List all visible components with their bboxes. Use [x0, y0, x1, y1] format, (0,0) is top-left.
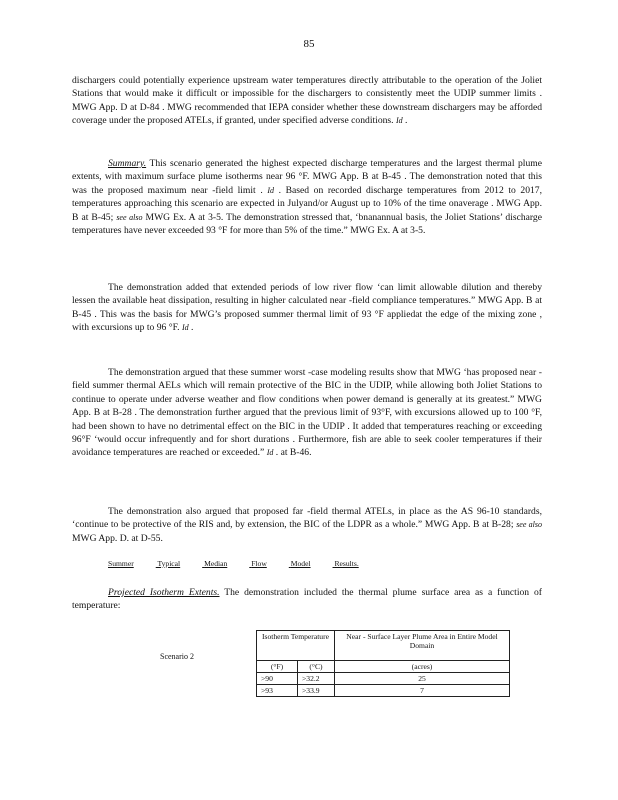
unit-acres: (acres) [335, 661, 510, 673]
cell-acres: 25 [335, 673, 510, 685]
heading-word: Typical [157, 559, 181, 568]
paragraph-isotherm [72, 586, 542, 613]
scenario-label: Scenario 2 [160, 652, 194, 661]
citation-id: Id [395, 116, 403, 126]
unit-fahrenheit: (°F) [257, 661, 298, 673]
see-also-signal: see also [516, 520, 542, 530]
heading-word: Model [290, 559, 311, 568]
citation-id: Id [267, 185, 274, 195]
cell-acres: 7 [335, 685, 510, 697]
paragraph-5 [72, 505, 542, 545]
heading-word: Summer [108, 559, 134, 568]
table-row [257, 685, 510, 697]
heading-word: Flow [251, 559, 267, 568]
summary-text-a: This scenario generated the highest expected discharge temperatures and the largest thermal plume extents, with maximum surface plume isotherms near 96 °F. MWG App. B at B-45 . The demonstration noted that this was the proposed maximum near -field limit . [72, 158, 542, 196]
isotherm-table [256, 630, 510, 697]
summary-text-c: MWG Ex. A at 3-5. The demonstration stressed that, ‘bnanannual basis, the Joliet Stations’ discharge temperatures have never exceeded 93 °F for more than 5% of the time.” MWG Ex. A at 3-5. [72, 211, 542, 237]
unit-celsius: (°C) [298, 661, 335, 673]
paragraph-1: dischargers could potentially experience upstream water temperatures directly attributable to the operation of the Joliet Stations that would make it difficult or impossible for the dischargers to consistently meet the UDIP summer limits . MWG App. D at D-84 . MWG recommended that IEPA consider whether these downstream dischargers may be afforded coverage under the proposed ATELs, if granted, under specified adverse conditions. Id . [72, 75, 542, 127]
page-number: 85 [303, 38, 315, 50]
citation-id: Id [266, 448, 274, 458]
paragraph-1-text: dischargers could potentially experience upstream water temperatures directly attributable to the operation of the Joliet Stations that would make it difficult or impossible for the dischargers to consistently meet the UDIP summer limits . MWG App. D at D-84 . MWG recommended that IEPA consider whether these downstream dischargers may be afforded coverage under the proposed ATELs, if granted, under specified adverse conditions. [72, 75, 542, 127]
paragraph-3: The demonstration added that extended periods of low river flow ‘can limit allowable dilution and thereby lessen the available heat dissipation, resulting in higher calculated near -field compliance temperatures.” MWG App. B at B-45 . This was the basis for MWG’s proposed summer thermal limit of 93 °F appliedat the edge of the mixing zone , with excursions up to 96 °F. Id . [72, 282, 542, 334]
citation-id: Id [181, 323, 189, 333]
paragraph-4-text-b: . at B-46. [273, 447, 312, 459]
header-plume-area: Near - Surface Layer Plume Area in Entire Model Domain [335, 631, 510, 661]
paragraph-3-text: The demonstration added that extended periods of low river flow ‘can limit allowable dilution and thereby lessen the available heat dissipation, resulting in higher calculated near -field compliance temperatures.” MWG App. B at B-45 . This was the basis for MWG’s proposed summer thermal limit of 93 °F appliedat the edge of the mixing zone , with excursions up to 96 °F. [72, 282, 542, 334]
paragraph-summary [72, 157, 542, 237]
cell-celsius: >32.2 [298, 673, 335, 685]
summary-text-b: . Based on recorded discharge temperatures from 2012 to 2017, temperatures approaching this scenario are expected in Julyand/or August up to 10% of the time onaverage . MWG App. B at B-45; [72, 184, 542, 223]
section-heading [108, 559, 381, 568]
paragraph-4 [72, 366, 542, 460]
cell-celsius: >33.9 [298, 685, 335, 697]
summary-heading: Summary. [108, 158, 147, 169]
see-also-signal: see also [116, 212, 143, 222]
isotherm-heading: Projected Isotherm Extents. [108, 587, 220, 598]
table-row [257, 673, 510, 685]
table-header-row [257, 631, 510, 661]
isotherm-text: The demonstration included the thermal plume surface area as a function of temperature: [72, 587, 542, 612]
paragraph-4-text-a: The demonstration argued that these summer worst -case modeling results show that MWG ‘has proposed near -field summer thermal AELs which will remain protective of the BIC in the UDIP, while allowing both Joliet Stations to continue to operate under adverse weather and flow conditions when power demand is generally at its greatest.” MWG App. B at B-28 . The demonstration further argued that the previous limit of 93°F, with excursions allowed up to 100 °F, had been shown to have no detrimental effect on the BIC in the UDIP . It added that temperatures reaching or exceeding 96°F ‘would occur infrequently and for short durations . Furthermore, fish are able to seek cooler temperatures if their avoidance temperatures are reached or exceeded.” [72, 367, 542, 459]
cell-fahrenheit: >93 [257, 685, 298, 697]
heading-word: Results. [334, 559, 359, 568]
paragraph-5-text-a: The demonstration also argued that proposed far -field thermal ATELs, in place as the AS 96-10 standards, ‘continue to be protective of the RIS and, by extension, the BIC of the LDPR as a whole.” MWG App. B at B-28; [72, 506, 542, 531]
table-units-row [257, 661, 510, 673]
paragraph-5-text-b: MWG App. D. at D-55. [72, 532, 163, 544]
heading-word: Median [204, 559, 228, 568]
header-isotherm: Isotherm Temperature [257, 631, 335, 661]
cell-fahrenheit: >90 [257, 673, 298, 685]
